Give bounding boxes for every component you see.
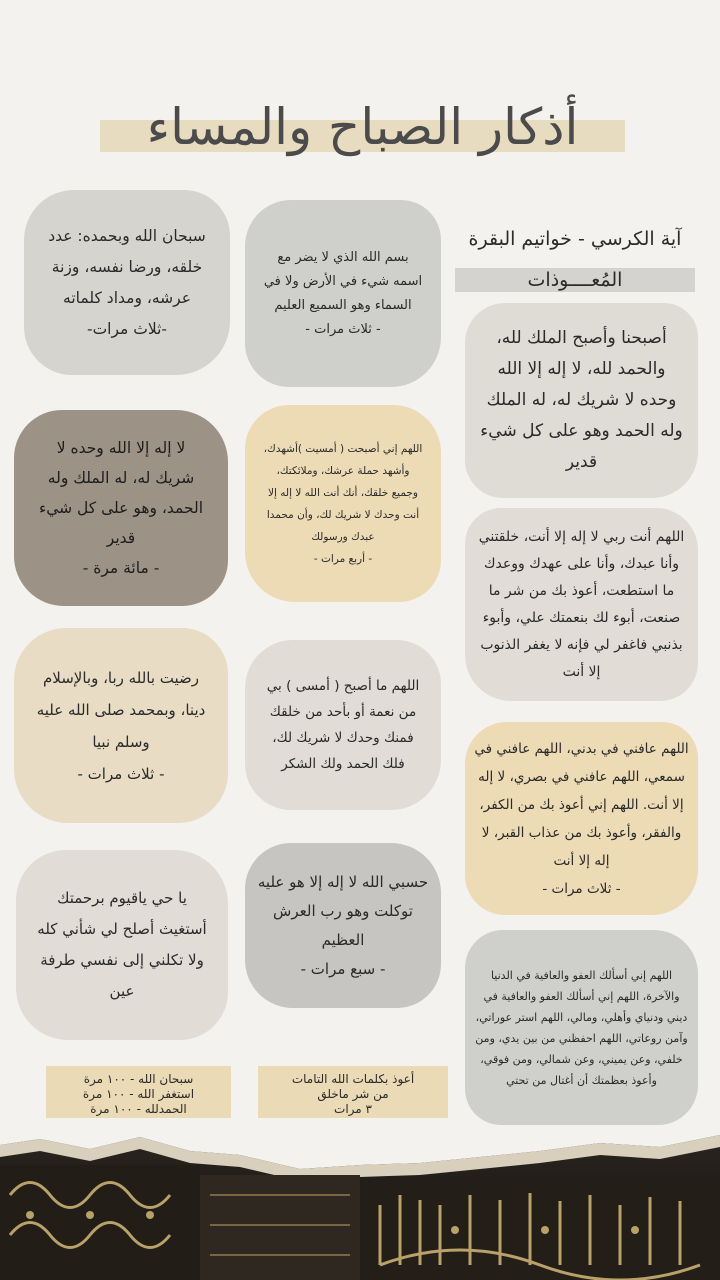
card-asbahna bbox=[465, 303, 698, 498]
card-ya-hayy bbox=[16, 850, 228, 1040]
card-tahlil bbox=[14, 410, 228, 606]
card-sayyid-istighfar-text: اللهم أنت ربي لا إله إلا أنت، خلقتني وأنا عبدك، وأنا على عهدك ووعدك ما استطعت، أعوذ بك من شر ما صنعت، أبوء لك بنعمتك علي، وأبوء بذنبي فاغفر لي فإنه لا يغفر الذنوب إلا أنت bbox=[478, 528, 685, 680]
heading-ayat-alkursi: آية الكرسي - خواتيم البقرة bbox=[468, 228, 682, 250]
heading-muawwidhat: المُعــــوذات bbox=[455, 268, 695, 292]
card-bismillah bbox=[245, 200, 441, 387]
card-raditu bbox=[14, 628, 228, 823]
card-ni-ma bbox=[245, 640, 441, 810]
card-subhanallah-text: سبحان الله وبحمده: عدد خلقه، ورضا نفسه، وزنة عرشه، ومداد كلماته -ثلاث مرات- bbox=[48, 226, 206, 338]
card-raditu-text: رضيت بالله ربا، وبالإسلام دينا، وبمحمد صلى الله عليه وسلم نبيا - ثلاث مرات - bbox=[36, 668, 206, 783]
card-tahlil-text: لا إله إلا الله وحده لا شريك له، له الملك وله الحمد، وهو على كل شيء قدير - مائة مرة - bbox=[38, 439, 204, 577]
card-afw-afiya bbox=[465, 930, 698, 1125]
card-ni-ma-text: اللهم ما أصبح ( أمسى ) بي من نعمة أو بأحد من خلقك فمنك وحدك لا شريك لك، فلك الحمد ولك الشكر bbox=[266, 678, 420, 772]
card-sayyid-istighfar bbox=[465, 508, 698, 701]
card-hasbiyallah bbox=[245, 843, 441, 1008]
card-subhanallah bbox=[24, 190, 230, 375]
note-audhu: أعوذ بكلمات الله التامات من شر ماخلق ٣ مرات bbox=[258, 1066, 448, 1118]
card-asbahna-text: أصبحنا وأصبح الملك لله، والحمد لله، لا إله إلا الله وحده لا شريك له، له الملك وله الحمد وهو على كل شيء قدير bbox=[480, 328, 683, 472]
card-ashhaduk bbox=[245, 405, 441, 602]
card-ya-hayy-text: يا حي ياقيوم برحمتك أستغيث أصلح لي شأني كله ولا تكلني إلى نفسي طرفة عين bbox=[37, 889, 207, 1000]
card-afw-afiya-text: اللهم إني أسألك العفو والعافية في الدنيا والآخرة، اللهم إني أسألك العفو والعافية في ديني ودنياي وأهلي، ومالي، اللهم استر عوراتي، وآمن روعاتي، اللهم احفظني من بين يدي، ومن خلفي، وعن يميني، وعن شمالي، ومن فوقي، وأعوذ بعظمتك أن أغتال من تحتي bbox=[475, 968, 688, 1087]
page-title: أذكار الصباح والمساء bbox=[146, 98, 579, 156]
card-ashhaduk-text: اللهم إني أصبحت ( أمسيت )أشهدك، وأشهد حملة عرشك، وملائكتك، وجميع خلقك، أنك أنت الله لا إله إلا أنت وحدك لا شريك لك، وأن محمدا عبدك ورسولك - أربع مرات - bbox=[263, 442, 423, 565]
kaaba-kiswa-image bbox=[0, 1135, 720, 1280]
card-afini-text: اللهم عافني في بدني، اللهم عافني في سمعي، اللهم عافني في بصري، لا إله إلا أنت. اللهم إني أعوذ بك من الكفر، والفقر، وأعوذ بك من عذاب القبر، لا إله إلا أنت - ثلاث مرات - bbox=[474, 740, 689, 897]
card-bismillah-text: بسم الله الذي لا يضر مع اسمه شيء في الأرض ولا في السماء وهو السميع العليم - ثلاث مرات - bbox=[263, 249, 423, 337]
note-tasbih: سبحان الله - ١٠٠ مرة استغفر الله - ١٠٠ مرة الحمدلله - ١٠٠ مرة bbox=[46, 1066, 231, 1118]
card-hasbiyallah-text: حسبي الله لا إله إلا هو عليه توكلت وهو رب العرش العظيم - سبع مرات - bbox=[257, 872, 429, 978]
card-afini bbox=[465, 722, 698, 915]
